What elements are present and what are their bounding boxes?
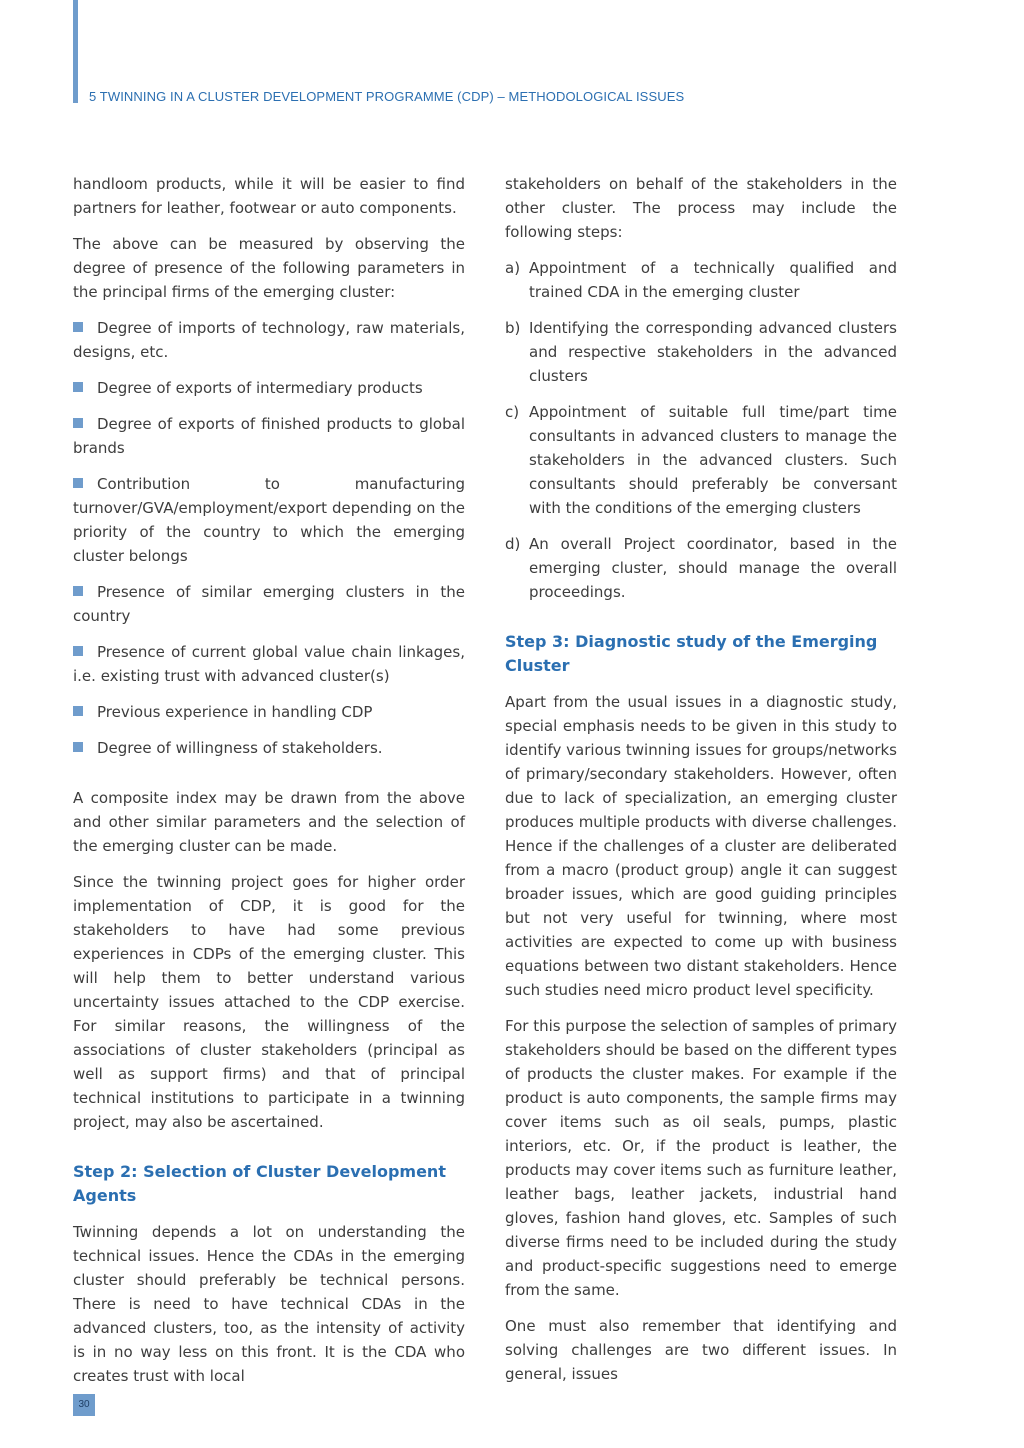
paragraph: One must also remember that identifying and solving challenges are two different issues. In general, issues: [505, 1317, 897, 1383]
bullet-item: Contribution to manufacturing turnover/GVA/employment/export depending on the priority of the country to which the emerging cluster belongs: [73, 475, 465, 565]
bullet-item: Degree of exports of intermediary products: [73, 376, 465, 400]
paragraph: The above can be measured by observing the degree of presence of the following parameters in the principal firms of the emerging cluster:: [73, 235, 465, 301]
square-bullet-icon: [73, 418, 83, 428]
paragraph: stakeholders on behalf of the stakeholders in the other cluster. The process may include the following steps:: [505, 175, 897, 241]
step-list-item: b) Identifying the corresponding advanced clusters and respective stakeholders in the advanced clusters: [505, 319, 897, 385]
step-list-item: a) Appointment of a technically qualified and trained CDA in the emerging cluster: [505, 259, 897, 301]
paragraph: A composite index may be drawn from the above and other similar parameters and the selection of the emerging cluster can be made.: [73, 789, 465, 855]
section-heading: Step 2: Selection of Cluster Development Agents: [73, 1162, 446, 1205]
step-list-item: c) Appointment of suitable full time/part time consultants in advanced clusters to manage the stakeholders in the advanced clusters. Such consultants should preferably be conversant with the conditions of the emerging clusters: [505, 403, 897, 517]
paragraph: Twinning depends a lot on understanding the technical issues. Hence the CDAs in the emerging cluster should preferably be technical persons. There is need to have technical CDAs in the advanced clusters, too, as the intensity of activity is in no way less on this front. It is the CDA who creates trust with local: [73, 1223, 465, 1385]
side-accent-bar: [73, 0, 78, 103]
square-bullet-icon: [73, 322, 83, 332]
bullet-item: Degree of exports of finished products to global brands: [73, 415, 465, 457]
step-list-item: d) An overall Project coordinator, based in the emerging cluster, should manage the overall proceedings.: [505, 535, 897, 601]
bullet-item: Degree of imports of technology, raw materials, designs, etc.: [73, 319, 465, 361]
bullet-item: Degree of willingness of stakeholders.: [73, 736, 465, 760]
paragraph: For this purpose the selection of samples of primary stakeholders should be based on the different types of products the cluster makes. For example if the product is auto components, the sample firms may cover items such as oil seals, pumps, plastic interiors, etc. Or, if the product is leather, the products may cover items such as furniture leather, leather bags, leather jackets, industrial hand gloves, fashion hand gloves, etc. Samples of such diverse firms need to be included during the study and product-specific suggestions need to emerge from the same.: [505, 1017, 897, 1299]
section-heading: Step 3: Diagnostic study of the Emerging Cluster: [505, 632, 878, 675]
square-bullet-icon: [73, 478, 83, 488]
square-bullet-icon: [73, 646, 83, 656]
right-column: [505, 172, 897, 1398]
paragraph: handloom products, while it will be easier to find partners for leather, footwear or auto components.: [73, 175, 465, 217]
bullet-item: Presence of current global value chain linkages, i.e. existing trust with advanced cluster(s): [73, 643, 465, 685]
bullet-item: Presence of similar emerging clusters in the country: [73, 583, 465, 625]
bullet-item: Previous experience in handling CDP: [73, 700, 465, 724]
page-number: 30: [73, 1394, 95, 1416]
square-bullet-icon: [73, 742, 83, 752]
paragraph: Apart from the usual issues in a diagnostic study, special emphasis needs to be given in this study to identify various twinning issues for groups/networks of primary/secondary stakeholders. However, often due to lack of specialization, an emerging cluster produces multiple products with diverse challenges. Hence if the challenges of a cluster are deliberated from a macro (product group) angle it can suggest broader issues, which are good guiding principles but not very useful for twinning, where most activities are expected to come up with business equations between two distant stakeholders. Hence such studies need micro product level specificity.: [505, 693, 897, 999]
square-bullet-icon: [73, 382, 83, 392]
square-bullet-icon: [73, 706, 83, 716]
left-column: [73, 172, 465, 1400]
running-header: 5 TWINNING IN A CLUSTER DEVELOPMENT PROGRAMME (CDP) – METHODOLOGICAL ISSUES: [89, 89, 685, 104]
square-bullet-icon: [73, 586, 83, 596]
paragraph: Since the twinning project goes for higher order implementation of CDP, it is good for the stakeholders to have had some previous experiences in CDPs of the emerging cluster. This will help them to better understand various uncertainty issues attached to the CDP exercise. For similar reasons, the willingness of the associations of cluster stakeholders (principal as well as support firms) and that of principal technical institutions to participate in a twinning project, may also be ascertained.: [73, 873, 465, 1131]
